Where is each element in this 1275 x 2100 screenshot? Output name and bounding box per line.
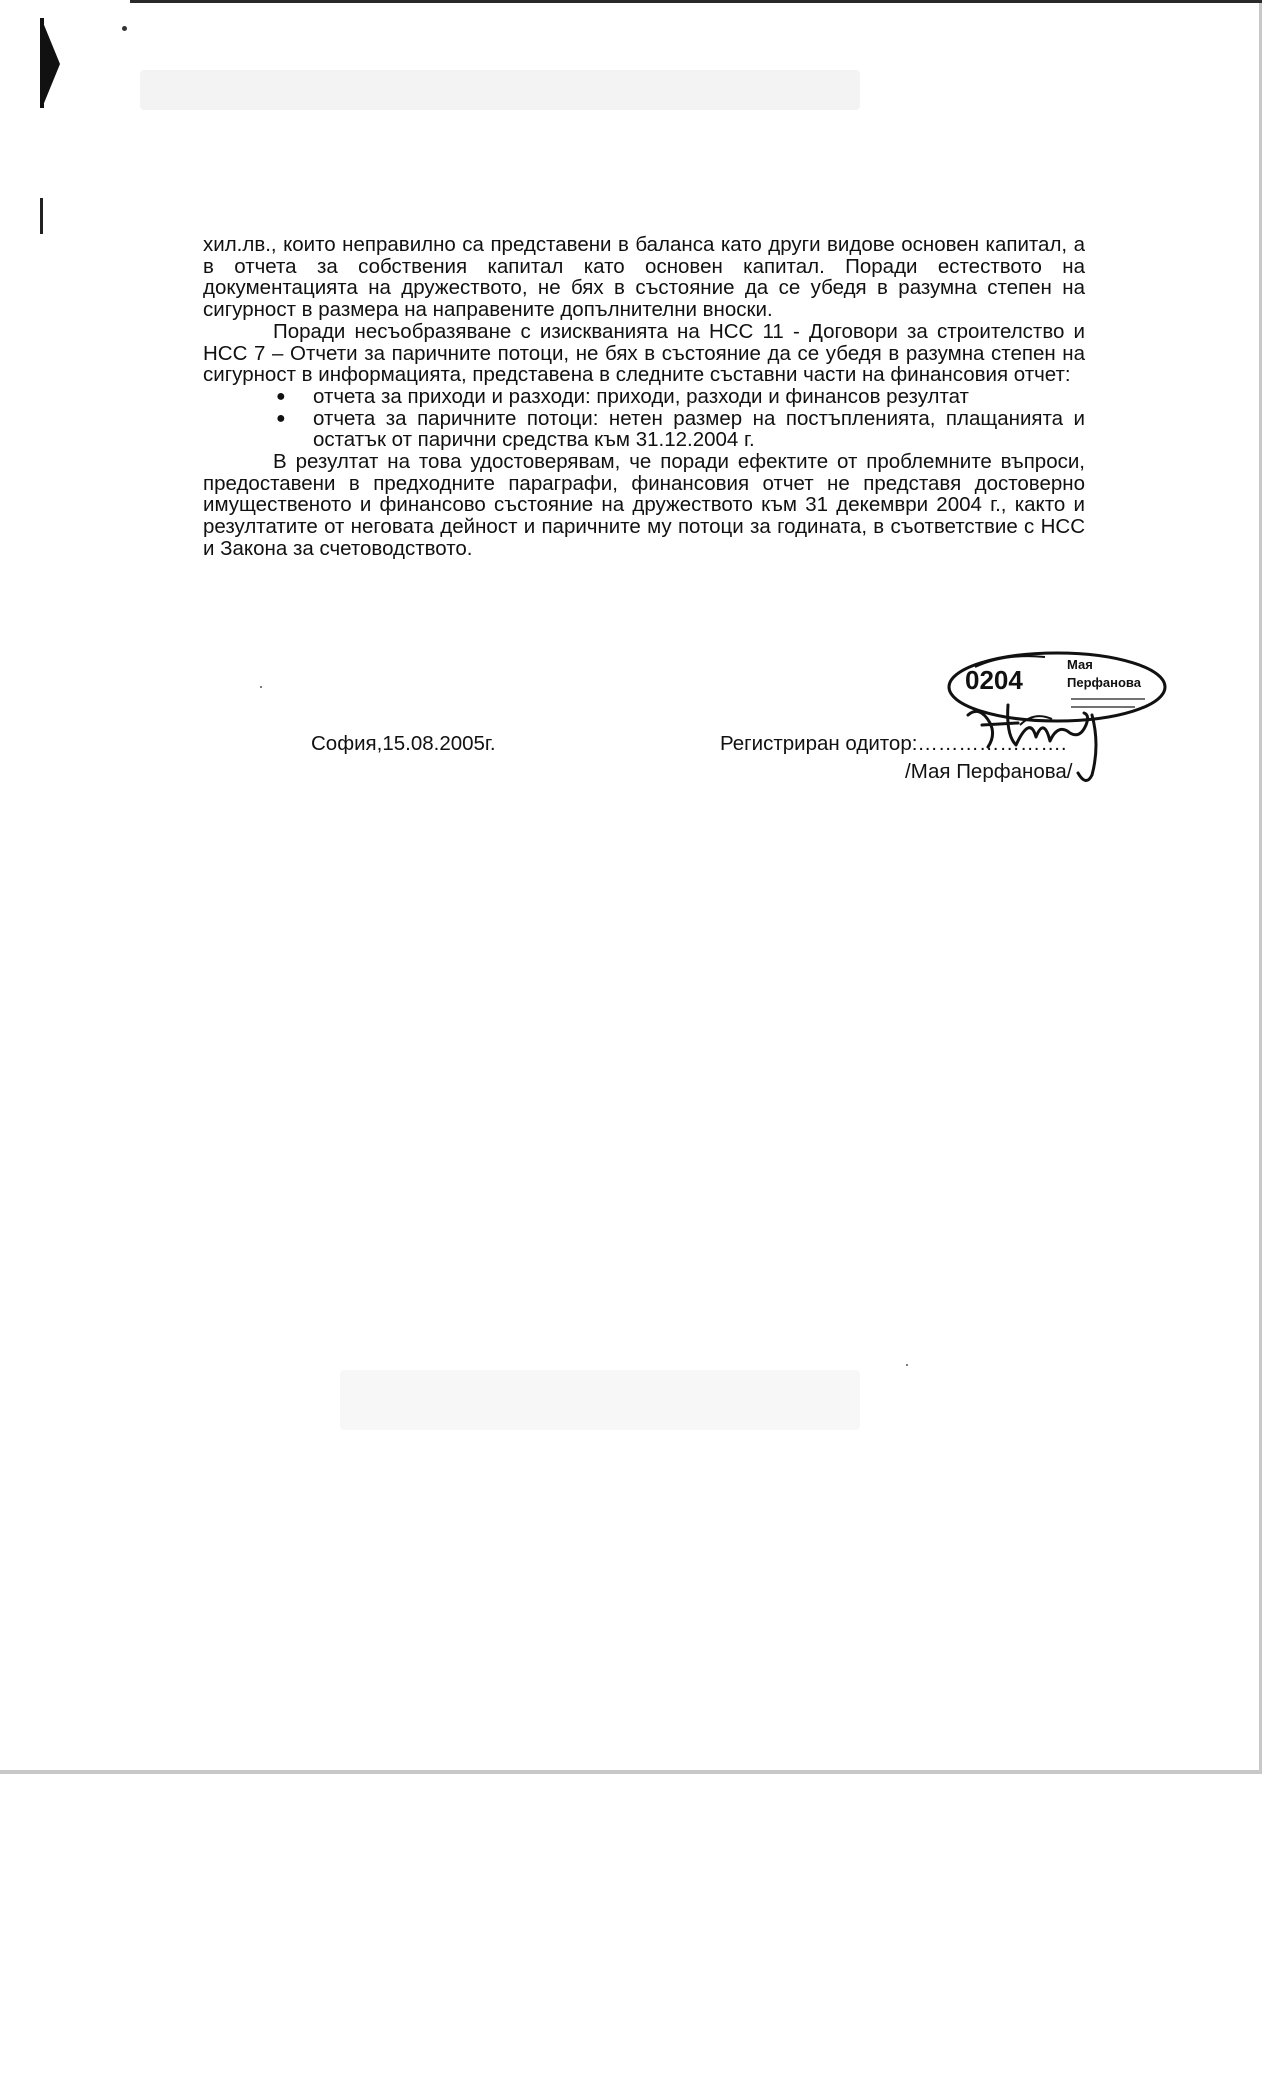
stamp-number: 0204 <box>965 665 1023 695</box>
paragraph-conclusion: В резултат на това удостоверявам, че поради ефектите от проблемните въпроси, предоставени в предходните параграфи, финансовия отчет не представя достоверно имущественото и финансово състояние на дружеството към 31 декември 2004 г., както и резултатите от неговата дейност и паричните му потоци за годината, в съответствие с НСС и Закона за счетоводството. <box>203 450 1085 560</box>
bleed-through-ghost <box>340 1370 860 1430</box>
bullet-item <box>276 384 1085 408</box>
bullet-text: отчета за паричните потоци: нетен размер на постъпленията, плащанията и остатък от парични средства към 31.12.2004 г. <box>313 406 1085 452</box>
scan-speck <box>906 1364 908 1366</box>
bleed-through-ghost <box>140 70 860 110</box>
bullet-item <box>276 406 1085 452</box>
place-and-date: София,15.08.2005г. <box>311 732 496 755</box>
scan-speck <box>260 686 262 688</box>
stamp-name-line2: Перфанова <box>1067 675 1141 690</box>
bullet-text: отчета за приходи и разходи: приходи, разходи и финансов резултат <box>313 384 969 408</box>
blank-margin <box>0 1774 1275 2100</box>
scan-edge-line <box>130 0 1262 3</box>
scan-speck <box>122 26 127 31</box>
scan-side-line <box>40 198 43 234</box>
bullet-icon: ● <box>276 387 286 405</box>
scan-mark-arrow <box>42 20 60 108</box>
paragraph-nss-requirements: Поради несъобразяване с изискванията на НСС 11 - Договори за строителство и НСС 7 – Отчети за паричните потоци, не бях в състояние да се убедя в разумна степен на сигурност в информацията, представена в следните съставни части на финансовия отчет: <box>203 319 1085 387</box>
auditor-name: /Мая Перфанова/ <box>905 760 1073 783</box>
registered-auditor-label: Регистриран одитор:…………………. <box>720 732 1067 755</box>
paragraph-continuation: хил.лв., които неправилно са представени в баланса като други видове основен капитал, а в отчета за собствения капитал като основен капитал. Поради естеството на документацията на дружеството, не бях в състояние да се убедя в разумна степен на сигурност в размера на направените допълнителни вноски. <box>203 233 1085 322</box>
document-body <box>203 234 1085 560</box>
bullet-icon: ● <box>276 409 286 427</box>
stamp-name-line1: Мая <box>1067 657 1093 672</box>
bullet-list <box>203 386 1085 451</box>
